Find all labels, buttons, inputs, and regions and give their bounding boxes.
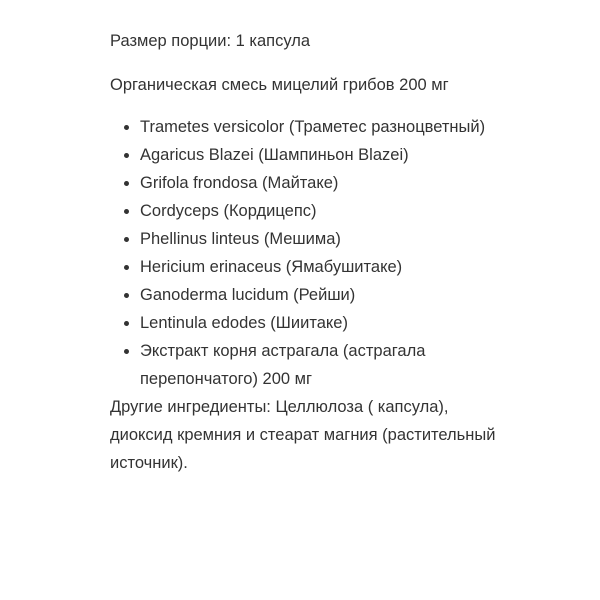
list-item: Ganoderma lucidum (Рейши) (140, 281, 510, 309)
blend-heading: Органическая смесь мицелий грибов 200 мг (110, 76, 449, 94)
list-item: Hericium erinaceus (Ямабушитаке) (140, 253, 510, 281)
serving-size: Размер порции: 1 капсула (110, 32, 311, 50)
list-item: Phellinus linteus (Мешима) (140, 225, 510, 253)
bullet-icon (124, 209, 129, 214)
bullet-icon (124, 321, 129, 326)
bullet-icon (124, 349, 129, 354)
extra-ingredient-list (110, 337, 510, 393)
ingredients-document (110, 27, 510, 477)
list-item: Экстракт корня астрагала (астрагала перепончатого) 200 мг (140, 337, 510, 393)
bullet-icon (124, 237, 129, 242)
list-item: Trametes versicolor (Траметес разноцветный) (140, 113, 510, 141)
bullet-icon (124, 153, 129, 158)
list-item: Grifola frondosa (Майтаке) (140, 169, 510, 197)
bullet-icon (124, 265, 129, 270)
other-ingredients: Другие ингредиенты: Целлюлоза ( капсула), диоксид кремния и стеарат магния (растительный источник). (110, 398, 496, 472)
bullet-icon (124, 125, 129, 130)
mushroom-list (110, 113, 510, 337)
list-item: Agaricus Blazei (Шампиньон Blazei) (140, 141, 510, 169)
bullet-icon (124, 293, 129, 298)
bullet-icon (124, 181, 129, 186)
list-item: Lentinula edodes (Шиитаке) (140, 309, 510, 337)
list-item: Cordyceps (Кордицепс) (140, 197, 510, 225)
